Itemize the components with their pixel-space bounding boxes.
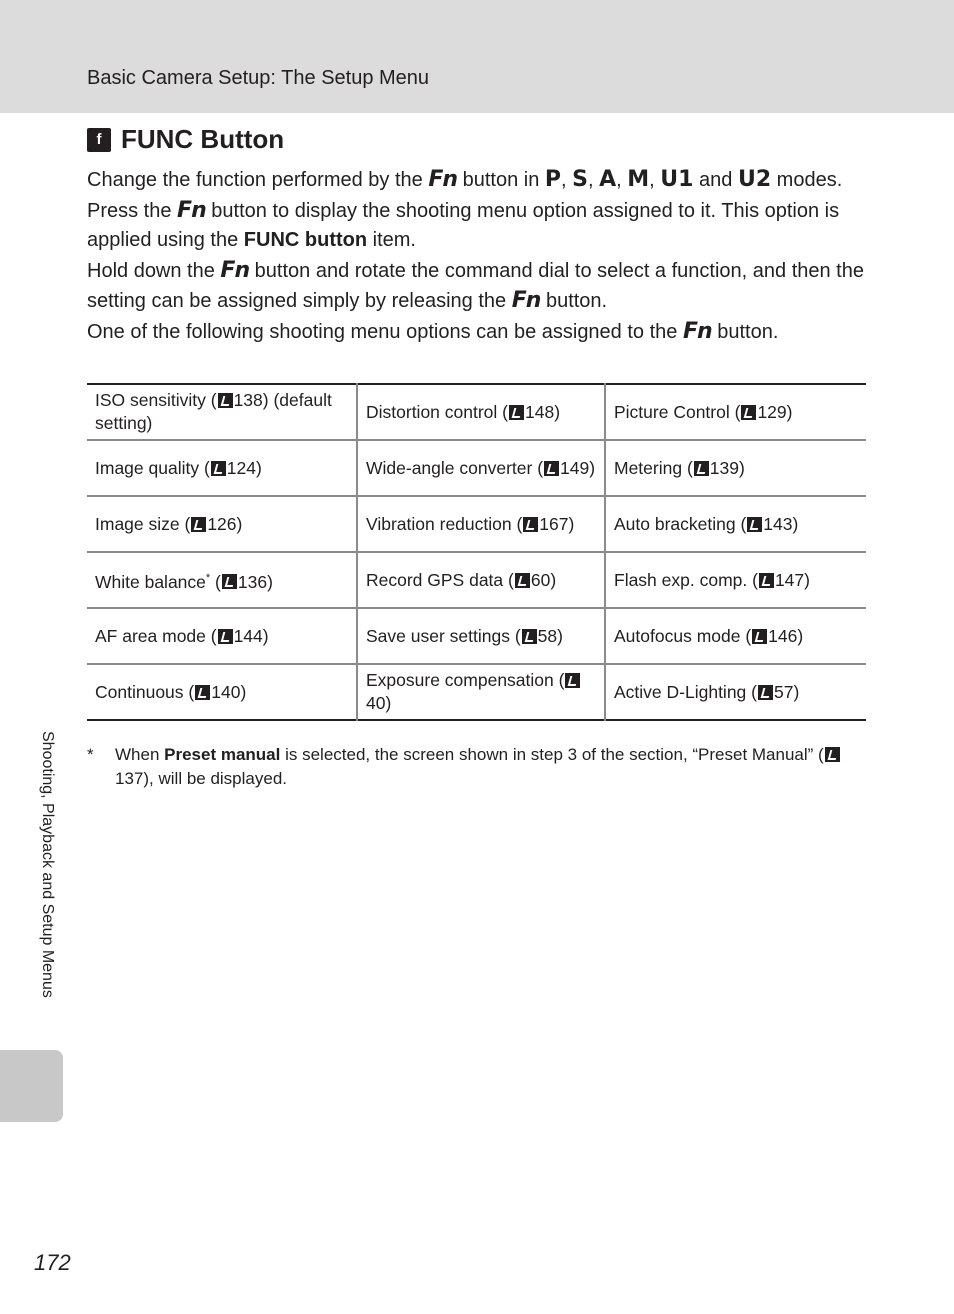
- table-cell: [357, 440, 605, 496]
- cell-label: Auto bracketing (: [614, 513, 747, 534]
- preset-manual-label: Preset manual: [164, 745, 281, 764]
- cell-label: Exposure compensation (: [366, 670, 565, 690]
- func-button-item: FUNC button: [243, 229, 368, 251]
- table-cell: [357, 496, 605, 552]
- cell-label: Metering (: [614, 457, 693, 478]
- page-ref-icon: [544, 461, 559, 476]
- page-ref-icon: [694, 461, 709, 476]
- p4-text-2: button.: [711, 320, 779, 343]
- paragraph-3: [87, 256, 877, 317]
- cell-suffix: ): [554, 401, 561, 422]
- table-row: [87, 552, 866, 608]
- page-ref: 40: [366, 693, 386, 713]
- cell-label: Active D-Lighting (: [614, 681, 757, 702]
- page-ref-icon: [218, 393, 233, 408]
- table-cell: [87, 664, 357, 720]
- page-ref: 126: [207, 513, 237, 534]
- cell-label: White balance: [95, 571, 206, 592]
- cell-label: Autofocus mode (: [614, 625, 752, 646]
- p1-text-2: button in: [457, 169, 545, 191]
- page-ref: 58: [537, 625, 558, 646]
- fn-button-icon: Fn: [511, 288, 541, 313]
- p2-text-2: button to display the shooting menu option assigned to it. This option is applied using the: [87, 199, 840, 251]
- cell-label: ISO sensitivity (: [95, 390, 217, 410]
- paragraph-1: [87, 165, 877, 196]
- cell-suffix: ) (default setting): [95, 390, 332, 433]
- cell-suffix: ): [738, 457, 745, 478]
- mode-p-icon: P: [544, 167, 561, 192]
- table-cell: [87, 552, 357, 608]
- cell-label: Image quality (: [95, 457, 210, 478]
- page-ref: 149: [560, 457, 590, 478]
- cell-label: Wide-angle converter (: [366, 457, 544, 478]
- page-ref: 138: [233, 390, 263, 410]
- cell-label: Image size (: [95, 513, 191, 534]
- table-cell: [605, 384, 866, 440]
- options-table: [87, 383, 866, 721]
- page-ref-icon: [752, 629, 767, 644]
- cell-label: Save user settings (: [366, 625, 521, 646]
- page-ref: 124: [226, 457, 256, 478]
- table-cell: [87, 384, 357, 440]
- table-row: [87, 384, 866, 440]
- cell-suffix: ): [557, 625, 563, 646]
- cell-suffix: ): [255, 457, 262, 478]
- footnote-star: *: [87, 745, 94, 764]
- cell-suffix: ): [236, 513, 243, 534]
- p2-text-3: item.: [367, 229, 416, 251]
- page-ref-icon: [195, 685, 210, 700]
- table-cell: [87, 608, 357, 664]
- p3-text-2: button and rotate the command dial to select a function, and then the setting can be assigned simply by releasing the: [87, 259, 864, 312]
- page-ref-icon: [218, 629, 233, 644]
- page-ref: 140: [211, 681, 241, 702]
- cell-suffix: ): [262, 625, 269, 646]
- cell-label: AF area mode (: [95, 625, 217, 646]
- page-ref: 146: [768, 625, 798, 646]
- footnote-marker: *: [205, 571, 211, 584]
- p1-text-3: and: [693, 169, 738, 191]
- page-ref: 60: [530, 569, 551, 590]
- table-cell: [605, 608, 866, 664]
- side-section-label: Shooting, Playback and Setup Menus: [39, 731, 56, 998]
- table-row: [87, 664, 866, 720]
- page-ref-icon: [759, 573, 774, 588]
- table-cell: [605, 496, 866, 552]
- mode-a-icon: A: [599, 167, 617, 192]
- page-ref-icon: [758, 685, 773, 700]
- p1-sep-2: ,: [587, 169, 600, 191]
- page-ref-icon: [191, 517, 206, 532]
- footnote-text-1: When: [115, 745, 165, 764]
- section-title: FUNC Button: [121, 124, 285, 154]
- page-ref-icon: [523, 517, 538, 532]
- cell-suffix: ): [568, 513, 575, 534]
- page-ref-icon: [747, 517, 762, 532]
- cell-suffix: ): [793, 681, 800, 702]
- page-ref: 129: [757, 401, 787, 422]
- footnote-text-3: ), will be displayed.: [143, 769, 287, 788]
- page-ref-icon: [825, 747, 840, 762]
- cell-label: Record GPS data (: [366, 569, 514, 590]
- cell-suffix: ): [804, 569, 810, 590]
- table-cell: [357, 608, 605, 664]
- p3-text-3: button.: [540, 290, 608, 312]
- header-band: [0, 0, 954, 113]
- cell-suffix: ): [240, 681, 247, 702]
- table-row: [87, 496, 866, 552]
- cell-suffix: ): [792, 513, 799, 534]
- p2-text-1: Press the: [87, 199, 178, 222]
- cell-label: Flash exp. comp. (: [614, 569, 758, 590]
- cell-suffix: ): [797, 625, 804, 646]
- page-ref: 167: [539, 513, 569, 534]
- page-ref-icon: [515, 573, 530, 588]
- section-heading: [87, 124, 284, 155]
- fn-button-icon: Fn: [428, 167, 458, 192]
- table-cell: [357, 384, 605, 440]
- page-ref-icon: [741, 405, 756, 420]
- page-ref: 147: [774, 569, 805, 590]
- cell-suffix: ): [385, 693, 392, 713]
- intro-text: [87, 165, 877, 347]
- page-ref: 57: [773, 681, 794, 702]
- cell-label: Distortion control (: [366, 401, 508, 422]
- cell-suffix: ): [550, 569, 557, 590]
- table-cell: [87, 496, 357, 552]
- mode-m-icon: M: [627, 167, 650, 192]
- cell-suffix: ): [786, 401, 793, 422]
- footnote-text-2: is selected, the screen shown in step 3 of the section, “Preset Manual” (: [280, 745, 824, 764]
- table-row: [87, 608, 866, 664]
- table-row: [87, 440, 866, 496]
- footnote-text: [115, 743, 867, 791]
- page-number: 172: [34, 1250, 71, 1275]
- page-ref-icon: [222, 574, 237, 589]
- table-cell: [605, 552, 866, 608]
- table-cell: [605, 664, 866, 720]
- paragraph-4: [87, 317, 877, 348]
- mode-s-icon: S: [572, 167, 588, 192]
- p3-text-1: Hold down the: [87, 259, 221, 282]
- fn-button-icon: Fn: [220, 257, 250, 283]
- page-ref: 139: [709, 457, 739, 478]
- cell-label-2: (: [210, 571, 221, 592]
- fn-button-icon: Fn: [177, 197, 206, 223]
- chapter-tab: [0, 1050, 63, 1122]
- page-ref-icon: [565, 673, 580, 688]
- p1-text-1: Change the function performed by the: [87, 169, 429, 191]
- table-cell: [357, 664, 605, 720]
- page-ref-icon: [522, 629, 537, 644]
- fn-button-icon: Fn: [682, 318, 712, 344]
- p1-text-4: modes.: [771, 169, 843, 191]
- cell-suffix: ): [589, 457, 596, 478]
- page-ref: 143: [763, 513, 793, 534]
- page-ref-icon: [211, 461, 226, 476]
- cell-label: Vibration reduction (: [366, 513, 523, 534]
- p1-sep-3: ,: [616, 169, 628, 191]
- table-cell: [357, 552, 605, 608]
- table-cell: [605, 440, 866, 496]
- paragraph-2: [87, 196, 877, 256]
- table-cell: [87, 440, 357, 496]
- page-ref: 137: [115, 769, 144, 788]
- func-icon: f: [87, 128, 111, 152]
- running-header: Basic Camera Setup: The Setup Menu: [87, 67, 430, 89]
- mode-u1-icon: U1: [660, 167, 694, 192]
- cell-suffix: ): [267, 571, 273, 592]
- mode-u2-icon: U2: [737, 167, 772, 192]
- page-ref: 136: [237, 571, 268, 592]
- page-ref: 144: [233, 625, 263, 646]
- page-ref: 148: [525, 401, 555, 422]
- p4-text-1: One of the following shooting menu options can be assigned to the: [87, 320, 683, 343]
- page-ref-icon: [509, 405, 524, 420]
- cell-label: Continuous (: [95, 681, 195, 702]
- p1-sep-1: ,: [561, 169, 573, 191]
- cell-label: Picture Control (: [614, 401, 741, 422]
- p1-sep-4: ,: [649, 169, 661, 191]
- footnote: [87, 743, 867, 791]
